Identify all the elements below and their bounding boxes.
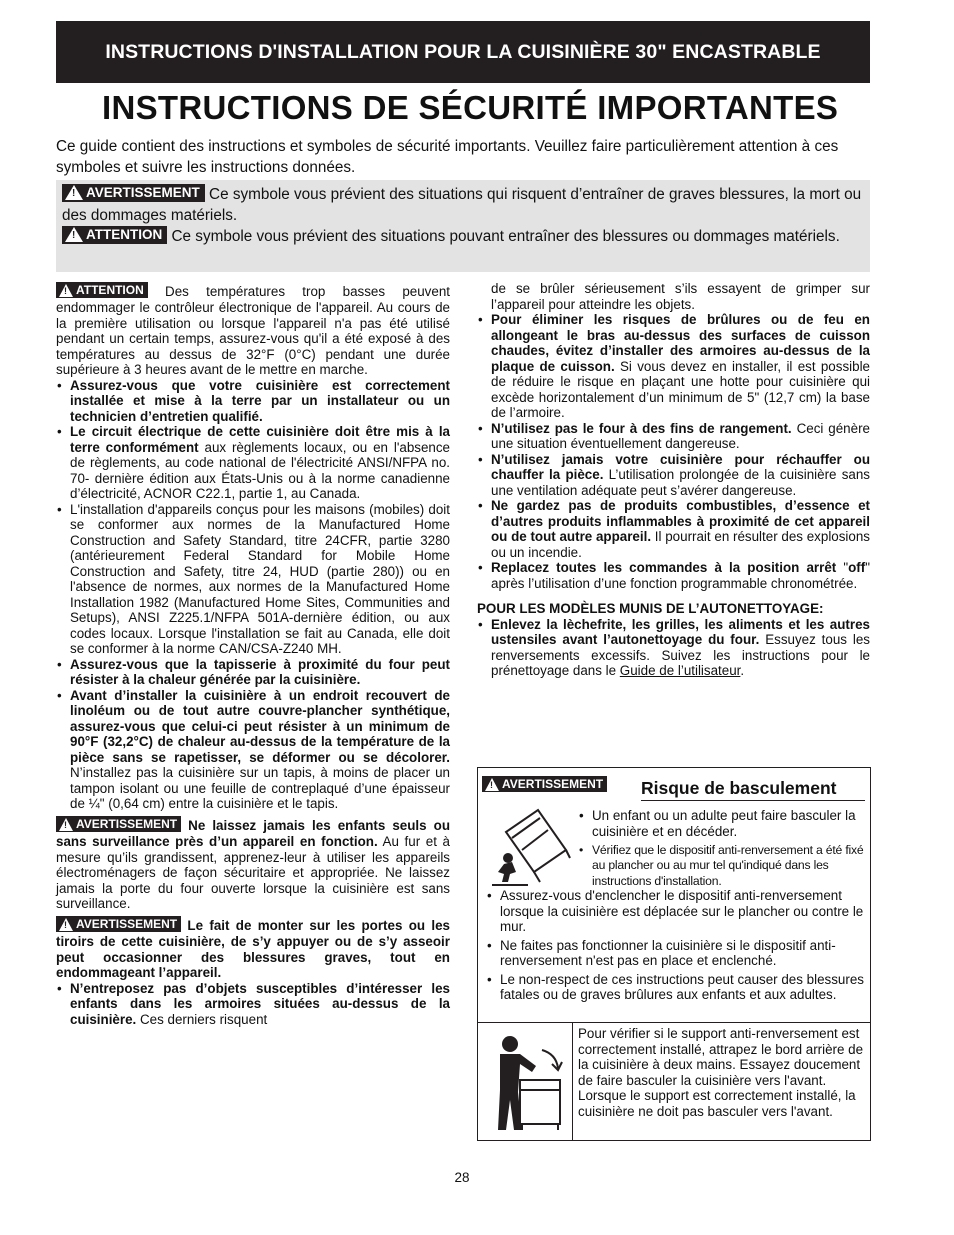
tip-over-warning-box — [477, 767, 871, 1141]
legend-warning: ! AVERTISSEMENT Ce symbole vous prévient des situations qui risquent d’entraîner de graves blessures, la mort ou des dommages matériels. — [62, 184, 864, 226]
list-item: • Ne faites pas fonctionner la cuisinière si le dispositif anti-renversement n'est pas en place et enclenché. — [486, 938, 866, 969]
warning-badge: ! AVERTISSEMENT — [56, 916, 181, 932]
child-tipping-range-icon — [486, 802, 572, 888]
section-banner — [56, 21, 870, 83]
warning-triangle-icon — [65, 227, 83, 242]
list-item: • Le non-respect de ces instructions peut causer des blessures fatales ou de graves brûlures aux enfants et aux adultes. — [486, 972, 866, 1003]
intro-paragraph: Ce guide contient des instructions et symboles de sécurité importants. Veuillez faire particulièrement attention à ces symboles et suivre les instructions données. — [56, 138, 839, 176]
list-item: • N’utilisez pas le four à des fins de rangement. Ceci génère une situation éventuellement dangereuse. — [477, 421, 870, 452]
left-bullet-list-2 — [56, 981, 450, 1028]
self-clean-subhead: POUR LES MODÈLES MUNIS DE L’AUTONETTOYAGE: — [477, 601, 824, 616]
warning-children: ! AVERTISSEMENT Ne laissez jamais les enfants seuls ou sans surveillance près d’un appareil en fonction. Au fur et à mesure qu’ils grandissent, apprenez-leur à utiliser les appareils électroménagers de façon sécuritaire et appropriée. Ne laissez jamais la porte du four ouverte lorsque la cuisinière est sans surveillance. — [56, 818, 450, 912]
warning-triangle-icon — [65, 185, 83, 200]
left-column — [56, 284, 450, 1027]
list-item: • Replacez toutes les commandes à la position arrêt "off" après l’utilisation d’une fonction programmable chronométrée. — [477, 560, 870, 591]
list-item: • Le circuit électrique de cette cuisinière doit être mis à la terre conformément aux règlements locaux, ou en l'absence de règlements, au code national de l'électricité ANSI/NFPA no. 70- dernière édition aux États-Unis ou à la norme canadienne d’électricité, ACNOR C22.1, partie 1, au Canada. — [56, 424, 450, 502]
list-item: • Assurez-vous que la tapisserie à proximité du four peut résister à la chaleur générée par la cuisinière. — [56, 657, 450, 688]
list-item: • Assurez-vous que votre cuisinière est correctement installée et mise à la terre par un installateur ou un technicien d’entretien qualifié. — [56, 378, 450, 425]
tip-over-title: Risque de basculement — [641, 778, 865, 801]
list-item: • L'installation d'appareils conçus pour les maisons (mobiles) doit se conformer aux normes de la Manufactured Home Construction and Safety Standard, titre 24CFR, partie 3280 (antérieurement Federal Standard for Mobile Home Construction and Safety, titre 24, HUD (partie 280)) ou en l'absence de normes, aux normes de la Manufactured Home Installation 1982 (Manufactured Home Sites, Communities and Setups), ANSI Z225.1/NFPA 501A-dernière édition, ou aux codes locaux. Lorsque l'installation se fait au Canada, elle doit se conformer à la norme CAN/CSA-Z240 MH. — [56, 502, 450, 657]
symbol-legend — [56, 180, 870, 272]
warning-triangle-icon — [59, 918, 73, 931]
left-bullet-list — [56, 378, 450, 812]
list-item: • Assurez-vous d'enclencher le dispositif anti-renversement lorsque la cuisinière est déplacée sur le plancher ou contre le mur. — [486, 888, 866, 935]
caution-badge: ! ATTENTION — [62, 226, 167, 244]
list-item: • Ne gardez pas de produits combustibles, d’essence et d’autres produits inflammables à proximité de cet appareil ou de tout autre appareil. Il pourrait en résulter des explosions ou un incendie. — [477, 498, 870, 560]
list-item: • N’utilisez jamais votre cuisinière pour réchauffer ou chauffer la pièce. L’utilisation prolongée de la cuisinière sans une ventilation adéquate peut s’avérer dangereuse. — [477, 452, 870, 499]
tip-over-list-bottom — [486, 888, 866, 1006]
tip-over-list-top — [578, 808, 868, 889]
caution-temperature: ! ATTENTION Des températures trop basses peuvent endommager le contrôleur électronique de l'appareil. Au cours de la première utilisation ou lorsque l'appareil n'a pas été utilisé pendant un certain temps, assurez-vous qu'il a été exposé à des températures au dessus de 32°F (0°C) pendant une durée supérieure à 3 heures avant de le mettre en marche. — [56, 284, 450, 378]
right-column — [477, 281, 870, 679]
page-number: 28 — [454, 1170, 470, 1185]
right-bullet-list — [477, 312, 870, 591]
self-clean-list — [477, 617, 870, 679]
warning-badge: ! AVERTISSEMENT — [56, 816, 181, 832]
anti-tip-check-text: Pour vérifier si le support anti-renversement est correctement installé, attrapez le bord arrière de la cuisinière à deux mains. Essayez doucement de faire basculer la cuisinière vers l'avant. Lorsque le support est correctement installé, la cuisinière ne doit pas basculer vers l'avant. — [578, 1026, 864, 1119]
banner-text: INSTRUCTIONS D'INSTALLATION POUR LA CUISINIÈRE 30" ENCASTRABLE — [105, 40, 821, 63]
list-item: • Enlevez la lèchefrite, les grilles, les aliments et les autres ustensiles avant l’autonettoyage du four. Essuyez tous les renversements excessifs. Suivez les instructions pour le prénettoyage dans le Guide de l’utilisateur. — [477, 617, 870, 679]
warning-climbing: ! AVERTISSEMENT Le fait de monter sur les portes ou les tiroirs de cette cuisinière, de s’y appuyer ou de s’y asseoir peut occasionner des blessures graves, tout en endommageant l’appareil. — [56, 918, 450, 981]
list-item: • N’entreposez pas d’objets susceptibles d’intéresser les enfants dans les armoires situées au-dessus de la cuisinière. Ces derniers risquent — [56, 981, 450, 1028]
divider — [478, 1022, 870, 1023]
list-item: • Vérifiez que le dispositif anti-renversement a été fixé au plancher ou au mur tel qu'indiqué dans les instructions d'installation. — [578, 843, 868, 889]
person-checking-bracket-icon — [486, 1030, 566, 1134]
list-item: • Avant d’installer la cuisinière à un endroit recouvert de linoléum ou de tout autre couvre-plancher synthétique, assurez-vous que celui-ci peut résister à un minimum de 90°F (32,2°C) de chaleur au-dessus de la température de la pièce sans se rapetisser, se déformer ou se décolorer. N’installez pas la cuisinière sur un tapis, à moins de placer un tampon isolant ou une feuille de contreplaqué d’une épaisseur de ¼" (0,64 cm) entre la cuisinière et le tapis. — [56, 688, 450, 812]
list-item: • Un enfant ou un adulte peut faire basculer la cuisinière et en décéder. — [578, 808, 868, 839]
warning-badge: ! AVERTISSEMENT — [62, 184, 205, 202]
divider — [572, 1022, 573, 1141]
continuation-text: de se brûler sérieusement s’ils essayent de grimper sur l’appareil pour atteindre les objets. — [491, 281, 870, 312]
page-title: INSTRUCTIONS DE SÉCURITÉ IMPORTANTES — [102, 89, 839, 126]
warning-badge: ! AVERTISSEMENT — [482, 776, 607, 792]
warning-triangle-icon — [485, 778, 499, 791]
warning-triangle-icon — [59, 284, 73, 297]
legend-caution: ! ATTENTION Ce symbole vous prévient des situations pouvant entraîner des blessures ou dommages matériels. — [62, 226, 864, 247]
tip-over-header — [482, 778, 607, 794]
user-guide-reference: Guide de l’utilisateur — [619, 663, 741, 678]
list-item: • Pour éliminer les risques de brûlures ou de feu en allongeant le bras au-dessus des surfaces de cuisson chaudes, évitez d’installer des armoires au-dessus de la plaque de cuisson. Si vous devez en installer, il est possible de réduire le risque en plaçant une hotte pour cuisinière qui excède horizontalement d’un minimum de 5" (12,7 cm) la base de l’armoire. — [477, 312, 870, 421]
caution-badge: ! ATTENTION — [56, 282, 148, 298]
warning-triangle-icon — [59, 818, 73, 831]
